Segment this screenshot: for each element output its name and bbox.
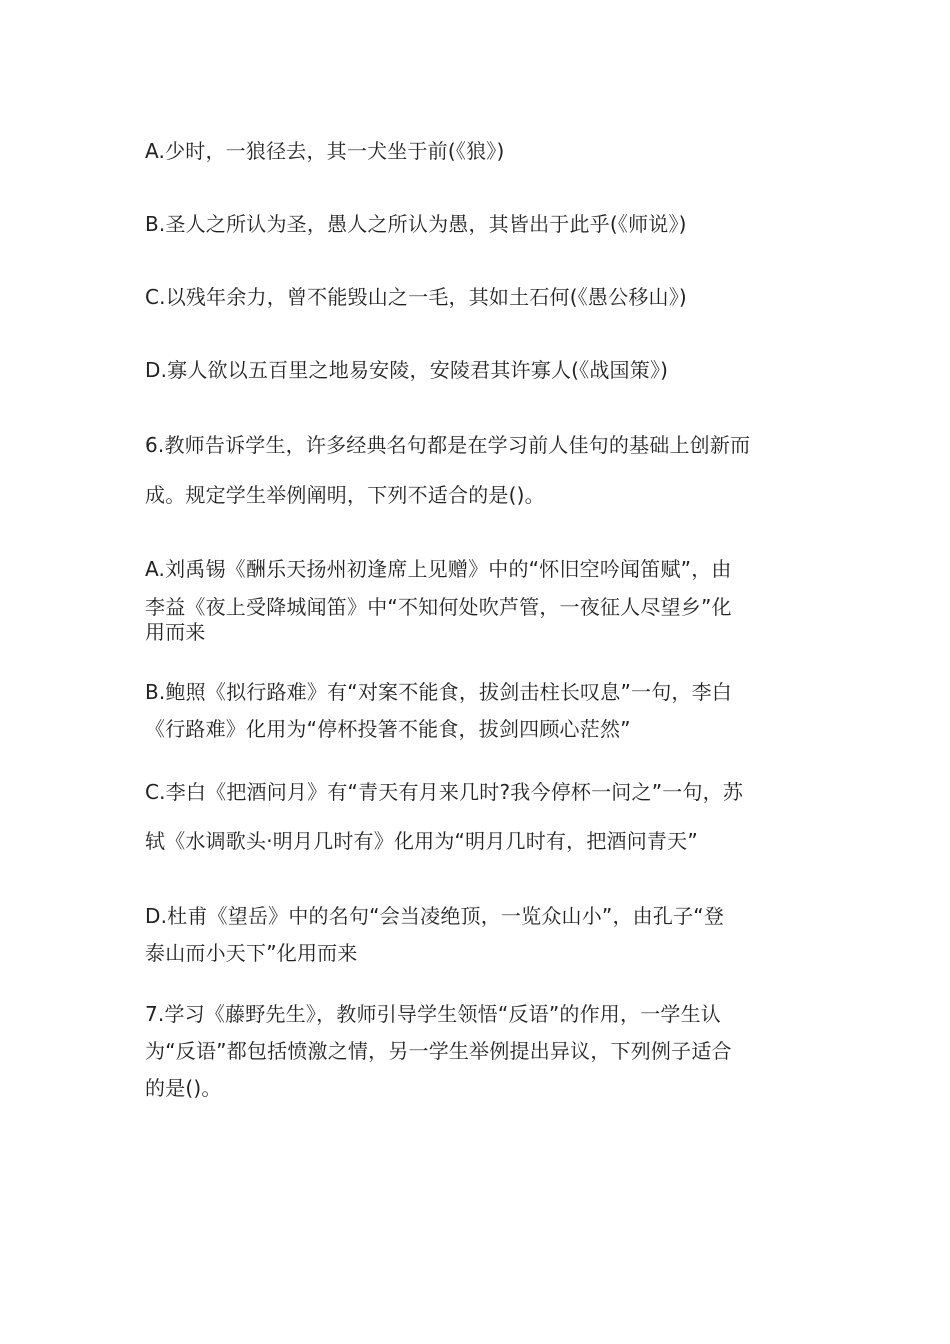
q6-option-a-line-1: A.刘禹锡《酬乐天扬州初逢席上见赠》中的“怀旧空吟闻笛赋”，由 bbox=[145, 557, 732, 581]
q6-option-c-line-1: C.李白《把酒问月》有“青天有月来几时?我今停杯一问之”一句，苏 bbox=[145, 780, 744, 804]
q6-option-a-line-2: 李益《夜上受降城闻笛》中“不知何处吹芦管，一夜征人尽望乡”化 bbox=[145, 595, 732, 619]
q6-option-a-line-3: 用而来 bbox=[145, 620, 206, 644]
option-d-text: D.寡人欲以五百里之地易安陵，安陵君其许寡人(《战国策》) bbox=[145, 358, 669, 382]
option-b-text: B.圣人之所认为圣，愚人之所认为愚，其皆出于此乎(《师说》) bbox=[145, 212, 687, 236]
q6-option-c-line-2: 轼《水调歌头·明月几时有》化用为“明月几时有，把酒问青天” bbox=[145, 829, 698, 853]
question-6-line-2: 成。规定学生举例阐明，下列不适合的是()。 bbox=[145, 483, 545, 507]
question-6-line-1: 6.教师告诉学生，许多经典名句都是在学习前人佳句的基础上创新而 bbox=[145, 433, 751, 457]
q6-option-d-line-2: 泰山而小天下”化用而来 bbox=[145, 941, 358, 965]
q6-option-d-line-1: D.杜甫《望岳》中的名句“会当凌绝顶，一览众山小”，由孔子“登 bbox=[145, 904, 725, 928]
q6-option-b-line-2: 《行路难》化用为“停杯投箸不能食，拔剑四顾心茫然” bbox=[145, 717, 631, 741]
question-7-line-1: 7.学习《藤野先生》，教师引导学生领悟“反语”的作用，一学生认 bbox=[145, 1002, 722, 1026]
question-7-line-3: 的是()。 bbox=[145, 1076, 222, 1100]
q6-option-b-line-1: B.鲍照《拟行路难》有“对案不能食，拔剑击柱长叹息”一句，李白 bbox=[145, 680, 733, 704]
option-c-text: C.以残年余力，曾不能毁山之一毛，其如土石何(《愚公移山》) bbox=[145, 285, 687, 309]
question-7-line-2: 为“反语”都包括愤激之情，另一学生举例提出异议，下列例子适合 bbox=[145, 1039, 732, 1063]
option-a-text: A.少时，一狼径去，其一犬坐于前(《狼》) bbox=[145, 139, 505, 163]
